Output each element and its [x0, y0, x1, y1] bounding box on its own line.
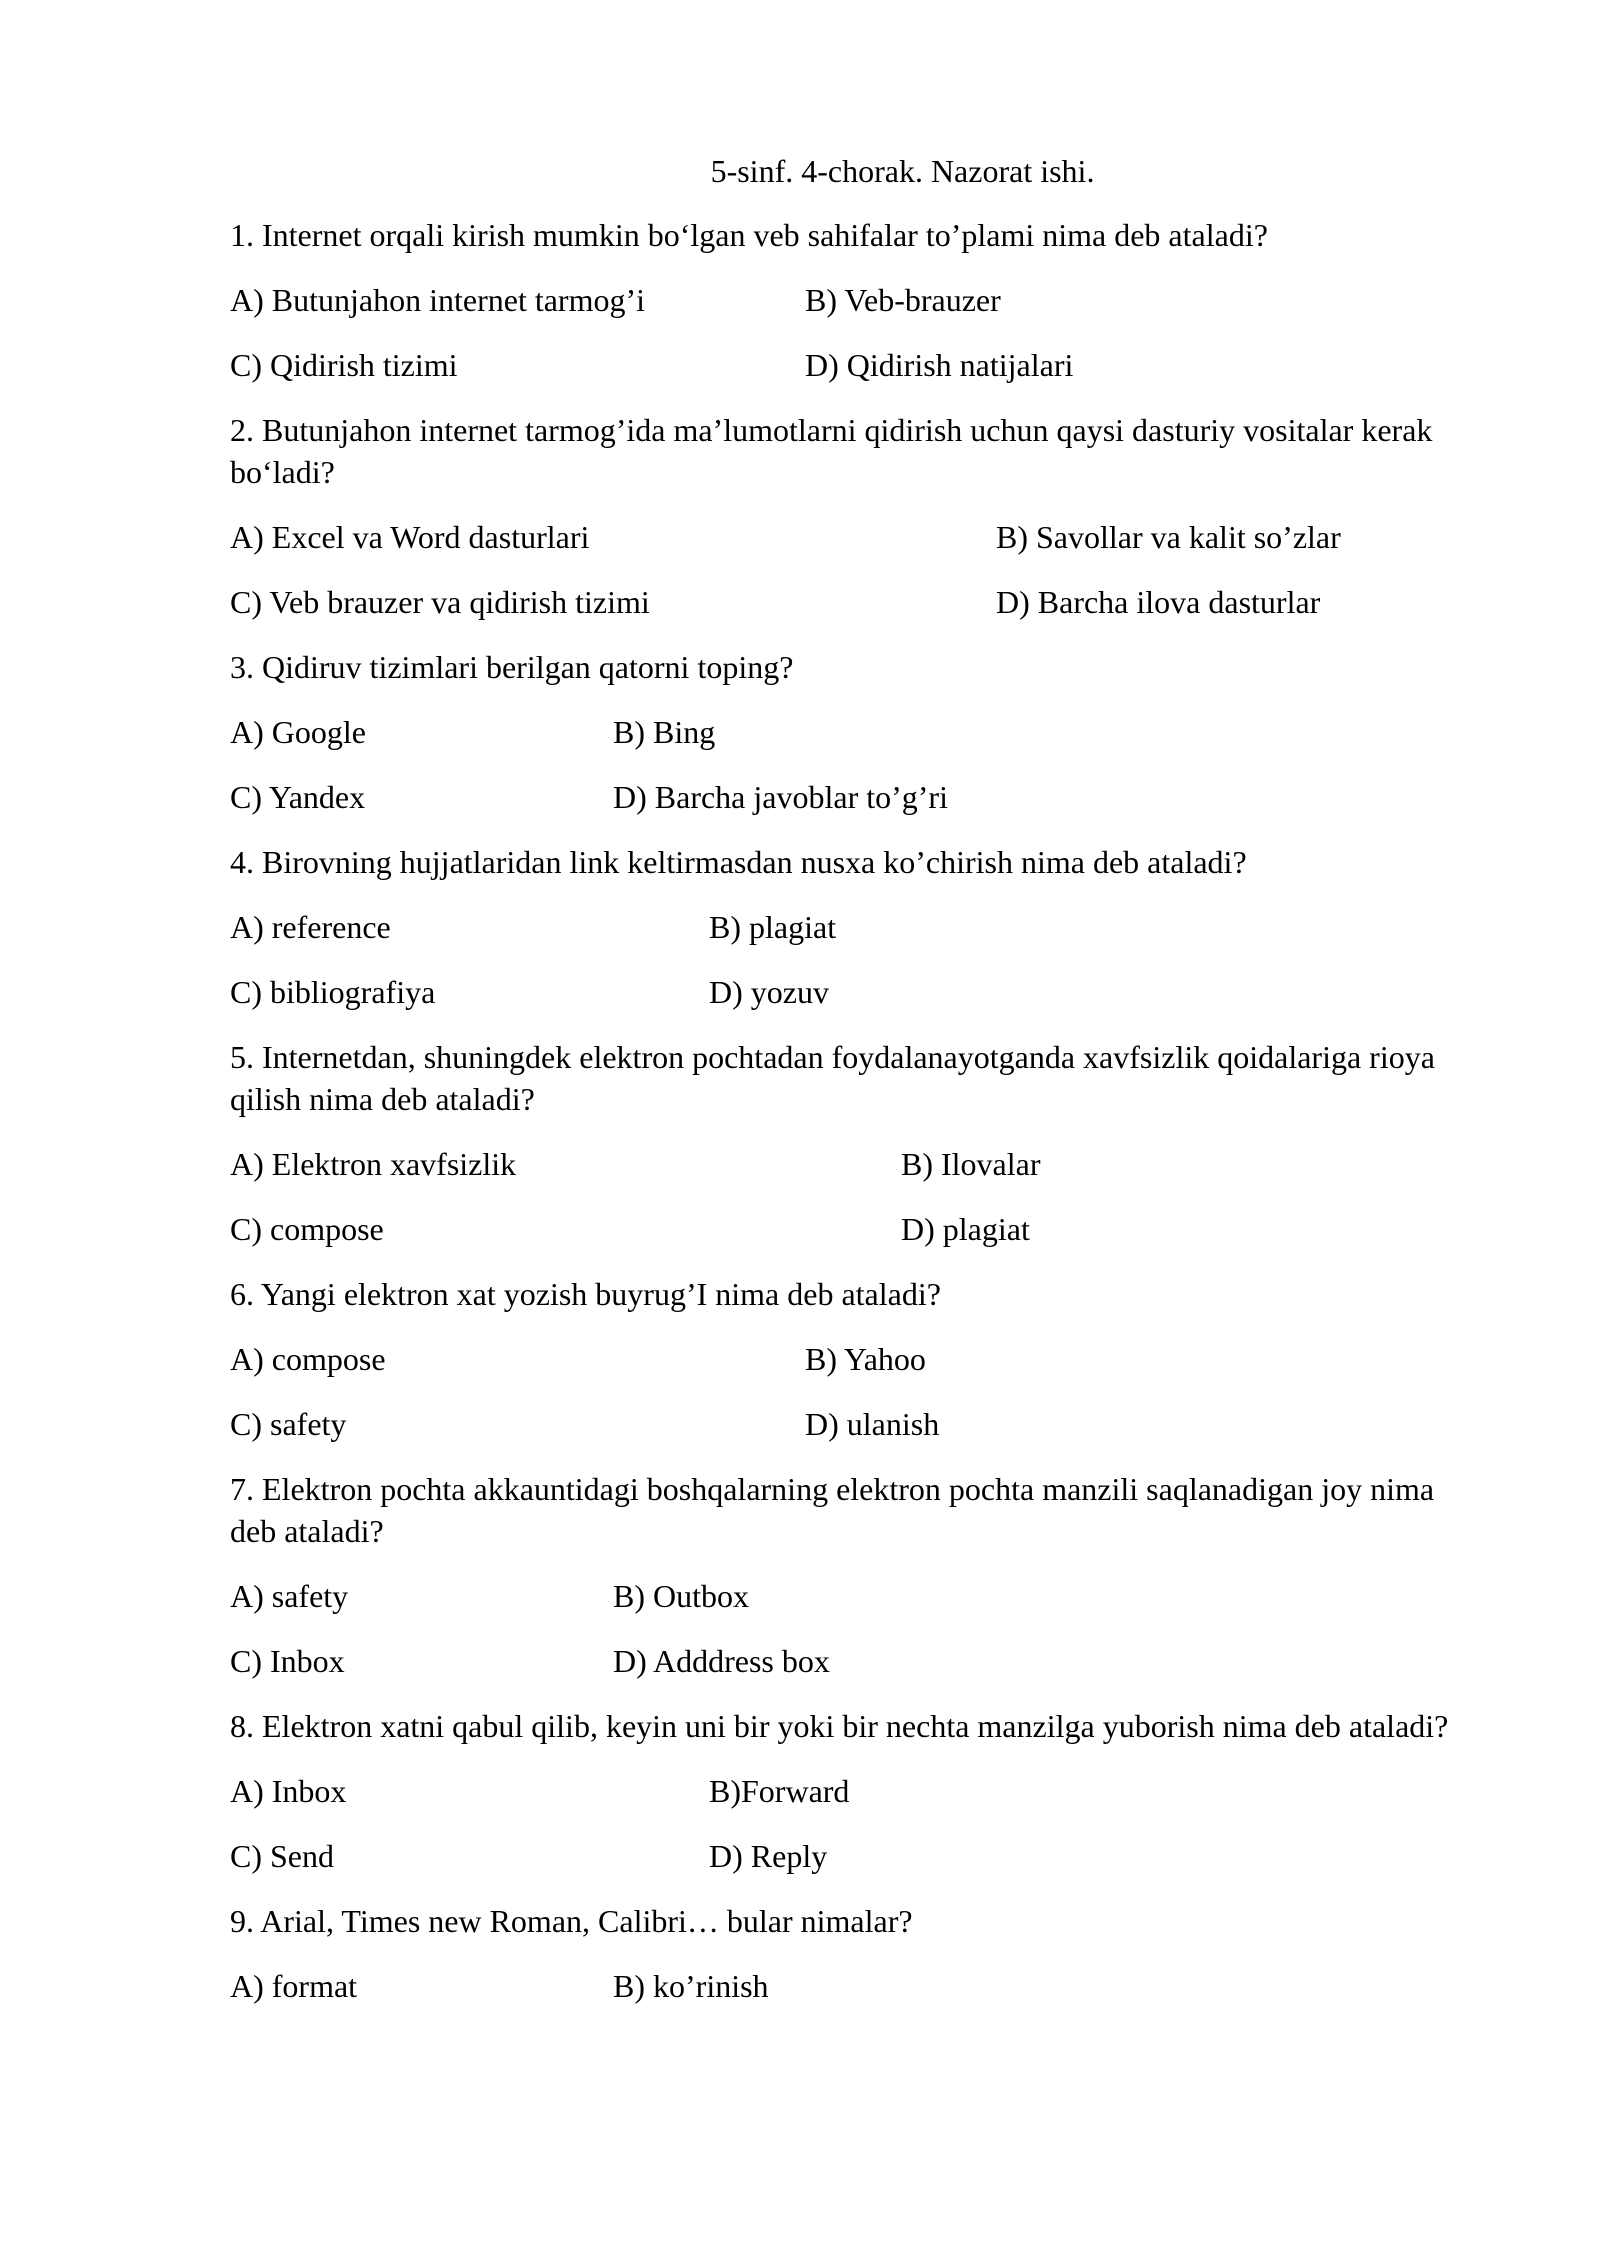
option-d: D) yozuv — [709, 974, 829, 1010]
option-c: C) Qidirish tizimi — [230, 347, 458, 383]
option-a: A) reference — [230, 909, 391, 945]
option-b: B) Bing — [613, 714, 716, 750]
options-row — [230, 344, 1485, 386]
option-d: D) Barcha ilova dasturlar — [996, 584, 1321, 620]
options-row — [230, 906, 1485, 948]
question-3: 3. Qidiruv tizimlari berilgan qatorni toping? — [230, 649, 794, 685]
option-a: A) Butunjahon internet tarmog’i — [230, 282, 646, 318]
option-d: D) Barcha javoblar to’g’ri — [613, 779, 948, 815]
option-c: C) compose — [230, 1211, 384, 1247]
options-9 — [230, 1965, 1485, 2007]
options-2 — [230, 516, 1485, 623]
question-2: 2. Butunjahon internet tarmog’ida ma’lumotlarni qidirish uchun qaysi dasturiy vositalar kerak bo‘ladi? — [230, 412, 1433, 490]
option-d: D) Qidirish natijalari — [805, 347, 1074, 383]
options-row — [230, 1575, 1485, 1617]
page-title: 5-sinf. 4-chorak. Nazorat ishi. — [710, 153, 1095, 189]
option-a: A) format — [230, 1968, 358, 2004]
option-a: A) Elektron xavfsizlik — [230, 1146, 517, 1182]
options-1 — [230, 279, 1485, 386]
options-6 — [230, 1338, 1485, 1445]
option-b: B) Ilovalar — [901, 1146, 1041, 1182]
question-6: 6. Yangi elektron xat yozish buyrug’I nima deb ataladi? — [230, 1276, 941, 1312]
question-4: 4. Birovning hujjatlaridan link keltirmasdan nusxa ko’chirish nima deb ataladi? — [230, 844, 1247, 880]
options-row — [230, 776, 1485, 818]
question-1: 1. Internet orqali kirish mumkin bo‘lgan veb sahifalar to’plami nima deb ataladi? — [230, 217, 1268, 253]
question-8: 8. Elektron xatni qabul qilib, keyin uni bir yoki bir nechta manzilga yuborish nima deb ataladi? — [230, 1708, 1449, 1744]
options-row — [230, 1770, 1485, 1812]
option-b: B) Savollar va kalit so’zlar — [996, 519, 1341, 555]
option-c: C) safety — [230, 1406, 347, 1442]
option-b: B)Forward — [709, 1773, 850, 1809]
question-7: 7. Elektron pochta akkauntidagi boshqalarning elektron pochta manzili saqlanadigan joy nima deb ataladi? — [230, 1471, 1435, 1549]
option-c: C) Send — [230, 1838, 334, 1874]
option-b: B) Outbox — [613, 1578, 749, 1614]
options-row — [230, 1338, 1485, 1380]
option-a: A) safety — [230, 1578, 349, 1614]
question-5: 5. Internetdan, shuningdek elektron pochtadan foydalanayotganda xavfsizlik qoidalariga rioya qilish nima deb ataladi? — [230, 1039, 1435, 1117]
option-b: B) Yahoo — [805, 1341, 926, 1377]
options-row — [230, 1208, 1485, 1250]
options-row — [230, 516, 1485, 558]
options-row — [230, 581, 1485, 623]
options-7 — [230, 1575, 1485, 1682]
option-b: B) plagiat — [709, 909, 837, 945]
options-5 — [230, 1143, 1485, 1250]
option-a: A) compose — [230, 1341, 386, 1377]
options-3 — [230, 711, 1485, 818]
options-8 — [230, 1770, 1485, 1877]
options-row — [230, 1965, 1485, 2007]
options-row — [230, 1640, 1485, 1682]
option-d: D) plagiat — [901, 1211, 1030, 1247]
option-b: B) ko’rinish — [613, 1968, 769, 2004]
option-a: A) Excel va Word dasturlari — [230, 519, 590, 555]
options-row — [230, 279, 1485, 321]
option-d: D) Adddress box — [613, 1643, 830, 1679]
option-c: C) bibliografiya — [230, 974, 436, 1010]
document-page — [230, 150, 1485, 2030]
option-d: D) Reply — [709, 1838, 828, 1874]
options-row — [230, 1835, 1485, 1877]
option-c: C) Yandex — [230, 779, 366, 815]
option-d: D) ulanish — [805, 1406, 940, 1442]
options-row — [230, 711, 1485, 753]
options-4 — [230, 906, 1485, 1013]
options-row — [230, 971, 1485, 1013]
option-a: A) Google — [230, 714, 366, 750]
question-9: 9. Arial, Times new Roman, Calibri… bular nimalar? — [230, 1903, 913, 1939]
option-a: A) Inbox — [230, 1773, 347, 1809]
option-c: C) Inbox — [230, 1643, 345, 1679]
option-b: B) Veb-brauzer — [805, 282, 1001, 318]
options-row — [230, 1403, 1485, 1445]
option-c: C) Veb brauzer va qidirish tizimi — [230, 584, 650, 620]
options-row — [230, 1143, 1485, 1185]
